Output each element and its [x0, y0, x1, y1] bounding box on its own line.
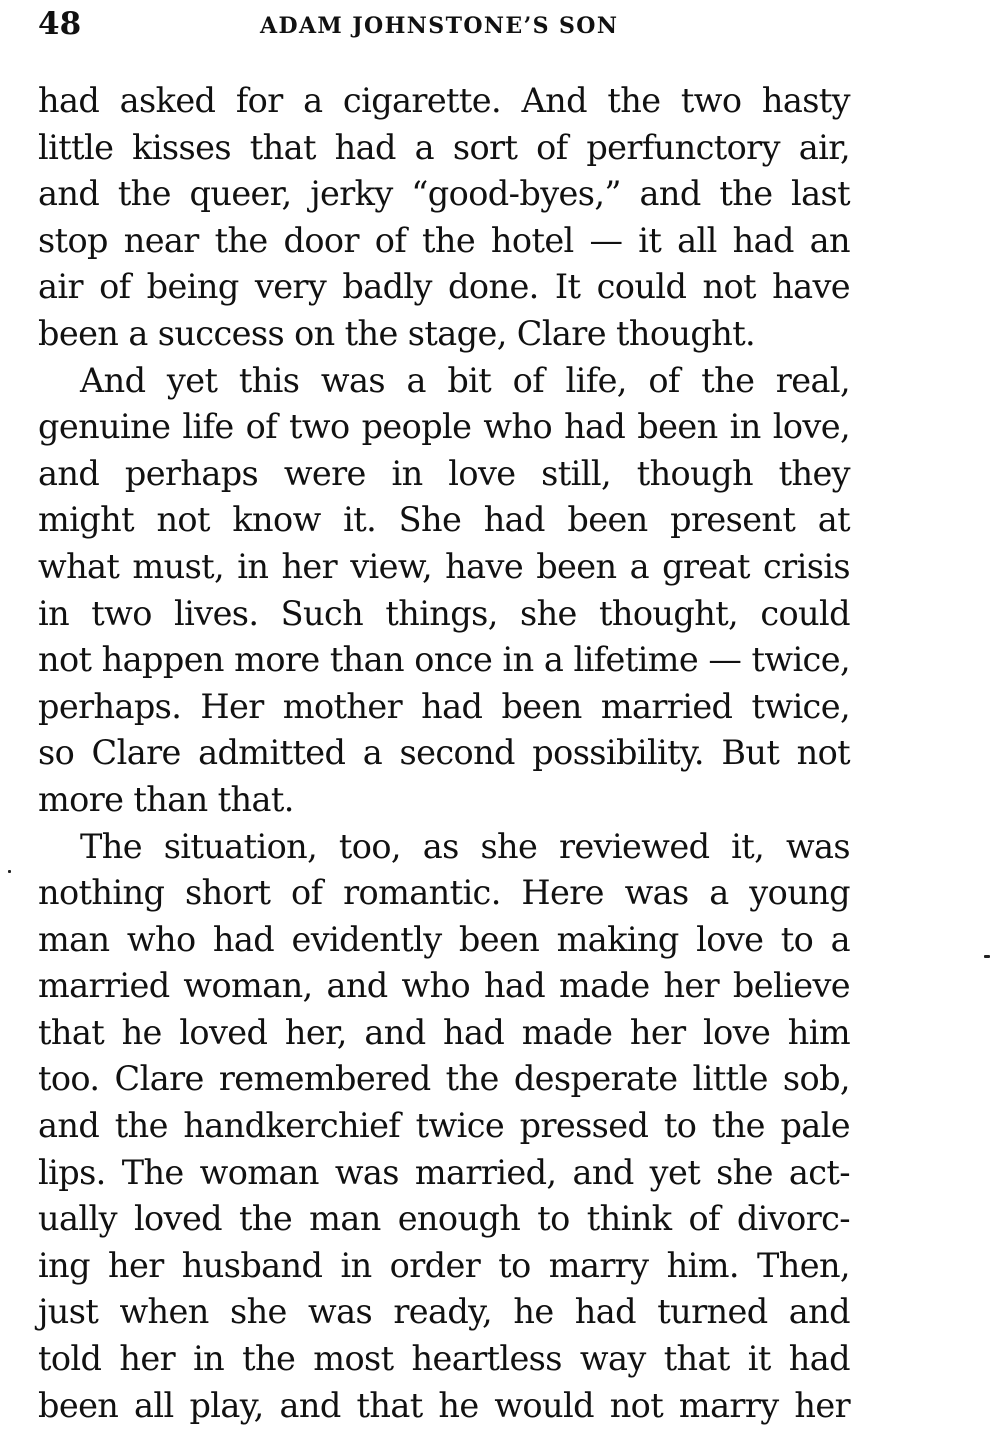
- text-line: The situation, too, as she reviewed it, was: [80, 826, 850, 866]
- text-line: so Clare admitted a second possibility. But not: [38, 733, 850, 773]
- text-line: perhaps. Her mother had been married twice,: [38, 686, 850, 726]
- text-line: nothing short of romantic. Here was a young: [38, 873, 850, 913]
- text-line: genuine life of two people who had been in love,: [38, 407, 850, 447]
- running-head: [38, 6, 850, 42]
- text-line: had asked for a cigarette. And the two hasty: [38, 81, 850, 120]
- paragraph-3: [38, 824, 850, 1430]
- text-line: not happen more than once in a lifetime — twice,: [38, 640, 850, 680]
- text-line: told her in the most heartless way that it had: [38, 1339, 850, 1379]
- text-line: just when she was ready, he had turned and: [38, 1292, 850, 1332]
- text-line: what must, in her view, have been a great crisis: [38, 546, 850, 586]
- text-line: man who had evidently been making love to a: [38, 919, 850, 959]
- body-text: [38, 78, 850, 1429]
- page-number: 48: [38, 6, 82, 42]
- text-line: might not know it. She had been present at: [38, 500, 850, 540]
- text-line: that he loved her, and had made her love him: [38, 1012, 850, 1052]
- text-line: been a success on the stage, Clare thought.: [38, 313, 756, 353]
- text-line: married woman, and who had made her believe: [38, 966, 850, 1006]
- text-line: ually loved the man enough to think of divorc-: [38, 1199, 850, 1239]
- scan-speck: [984, 955, 990, 958]
- text-line: And yet this was a bit of life, of the real,: [80, 360, 850, 400]
- paragraph-2: [38, 358, 850, 824]
- text-line: and perhaps were in love still, though they: [38, 453, 850, 493]
- text-line: ing her husband in order to marry him. Then,: [38, 1245, 850, 1285]
- text-line: lips. The woman was married, and yet she act-: [38, 1152, 850, 1192]
- paragraph-1: [38, 78, 850, 358]
- text-line: stop near the door of the hotel — it all had an: [38, 220, 850, 260]
- text-line: and the queer, jerky “good-byes,” and the last: [38, 174, 850, 214]
- text-line: been all play, and that he would not marry her: [38, 1385, 850, 1425]
- text-line: little kisses that had a sort of perfunctory air,: [38, 127, 850, 167]
- text-line: air of being very badly done. It could not have: [38, 267, 850, 307]
- book-title: ADAM JOHNSTONE’S SON: [260, 13, 619, 39]
- text-line: and the handkerchief twice pressed to the pale: [38, 1106, 850, 1146]
- text-line: in two lives. Such things, she thought, could: [38, 593, 850, 633]
- scan-speck: [8, 870, 11, 873]
- text-line: more than that.: [38, 779, 294, 819]
- text-line: too. Clare remembered the desperate little sob,: [38, 1059, 850, 1099]
